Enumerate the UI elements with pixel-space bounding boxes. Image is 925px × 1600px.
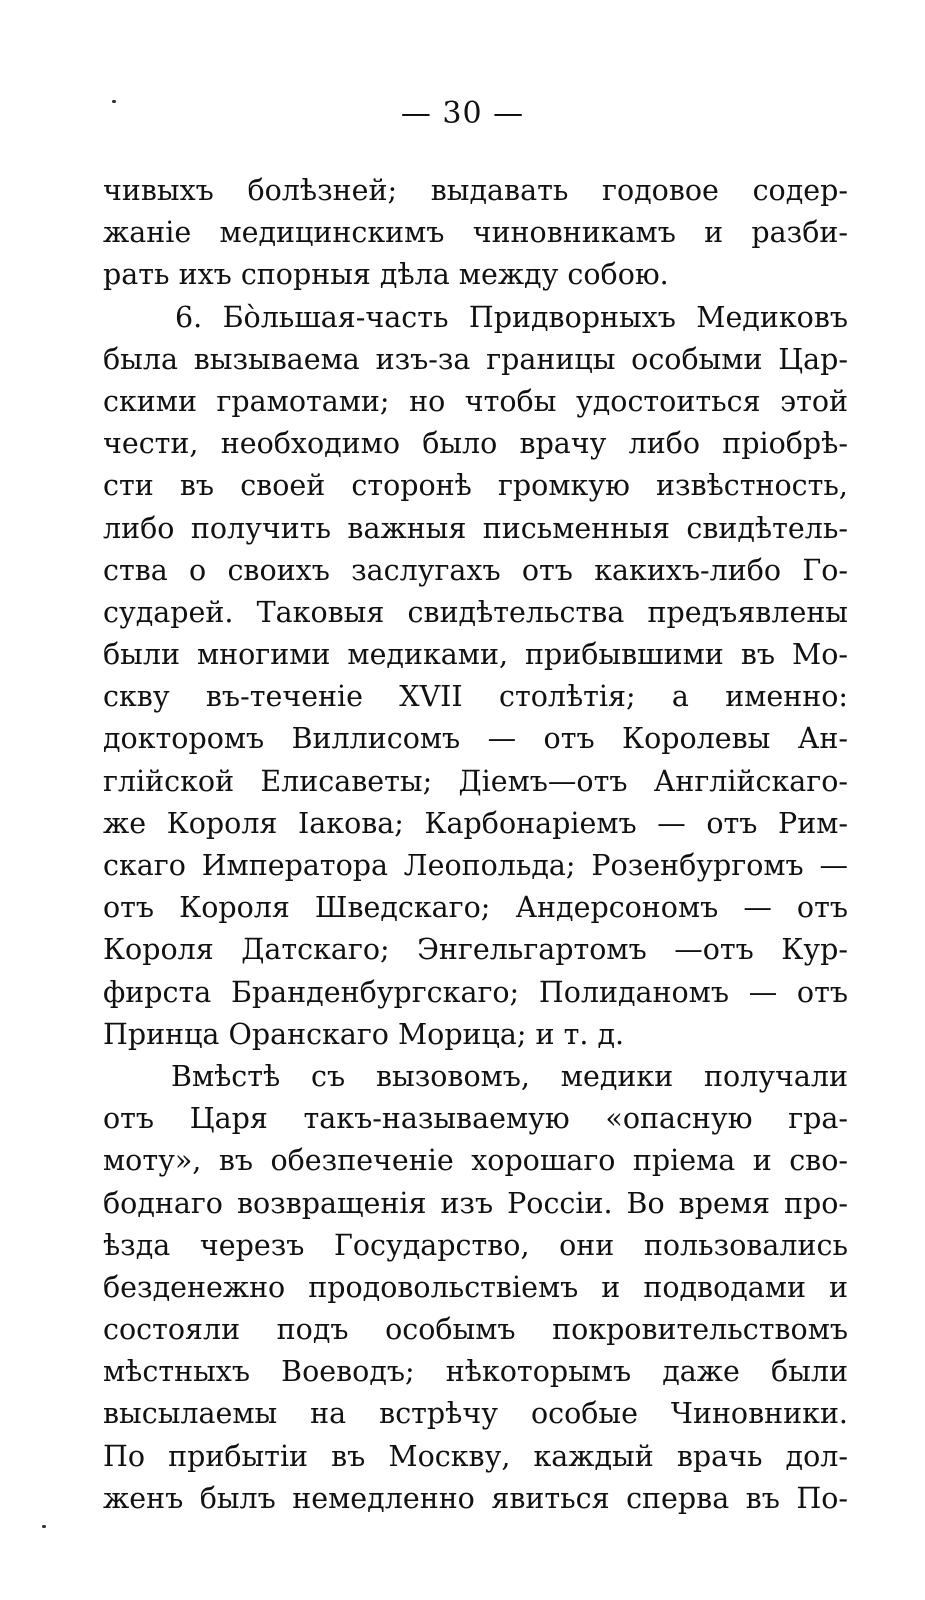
text-line: либо получить важныя письменныя свидѣтель-: [103, 511, 848, 545]
text-line: скву въ-теченіе XVII столѣтія; а именно:: [103, 680, 848, 714]
text-line: отъ Царя такъ-называемую «опасную гра-: [103, 1102, 848, 1136]
text-line: были многими медиками, прибывшими въ Мо-: [103, 638, 848, 672]
text-line: женъ былъ немедленно явиться сперва въ По-: [103, 1481, 848, 1515]
text-line: По прибытіи въ Москву, каждый врачь дол-: [103, 1439, 848, 1473]
ink-speck: [42, 1525, 46, 1528]
text-line: чивыхъ болѣзней; выдавать годовое содер-: [103, 174, 848, 207]
text-line: чести, необходимо было врачу либо пріобрѣ-: [103, 427, 848, 461]
text-line: была вызываема изъ-за границы особыми Цар-: [103, 342, 848, 376]
text-line: 6. Бо̀льшая-часть Придворныхъ Медиковъ: [175, 300, 848, 334]
text-line: рать ихъ спорныя дѣла между собою.: [103, 258, 669, 292]
text-line: состояли подъ особымъ покровительствомъ: [103, 1313, 848, 1347]
text-line: моту», въ обезпеченіе хорошаго пріема и сво-: [103, 1144, 848, 1178]
text-line: Принца Оранскаго Морица; и т. д.: [103, 1017, 625, 1051]
text-line: Короля Датскаго; Энгельгартомъ —отъ Кур-: [103, 933, 848, 967]
text-line: безденежно продовольствіемъ и подводами и: [103, 1270, 848, 1304]
body-text: [103, 170, 848, 1520]
text-line: сти въ своей сторонѣ громкую извѣстность,: [103, 469, 848, 503]
text-line: скими грамотами; но чтобы удостоиться этой: [103, 384, 848, 418]
text-line: же Короля Іакова; Карбонаріемъ — отъ Рим-: [103, 806, 848, 840]
text-line: мѣстныхъ Воеводъ; нѣкоторымъ даже были: [103, 1355, 848, 1389]
text-line: ѣзда черезъ Государство, они пользовались: [103, 1228, 848, 1262]
text-line: фирста Бранденбургскаго; Полиданомъ — отъ: [103, 975, 848, 1009]
text-line: Вмѣстѣ съ вызовомъ, медики получали: [171, 1059, 848, 1093]
text-line: высылаемы на встрѣчу особые Чиновники.: [103, 1397, 848, 1431]
text-line: сударей. Таковыя свидѣтельства предъявлены: [103, 595, 848, 629]
text-line: скаго Императора Леопольда; Розенбургомъ —: [103, 849, 848, 882]
ink-speck: [112, 100, 116, 103]
text-line: боднаго возвращенія изъ Россіи. Во время про-: [103, 1186, 848, 1220]
text-line: докторомъ Виллисомъ — отъ Королевы Ан-: [103, 722, 848, 756]
text-line: жаніе медицинскимъ чиновникамъ и разби-: [103, 216, 848, 250]
text-line: отъ Короля Шведскаго; Андерсономъ — отъ: [103, 891, 848, 925]
page-number: — 30 —: [400, 96, 525, 131]
text-line: ства о своихъ заслугахъ отъ какихъ-либо Го-: [103, 553, 848, 587]
text-line: глійской Елисаветы; Діемъ—отъ Англійскаго-: [103, 764, 848, 798]
